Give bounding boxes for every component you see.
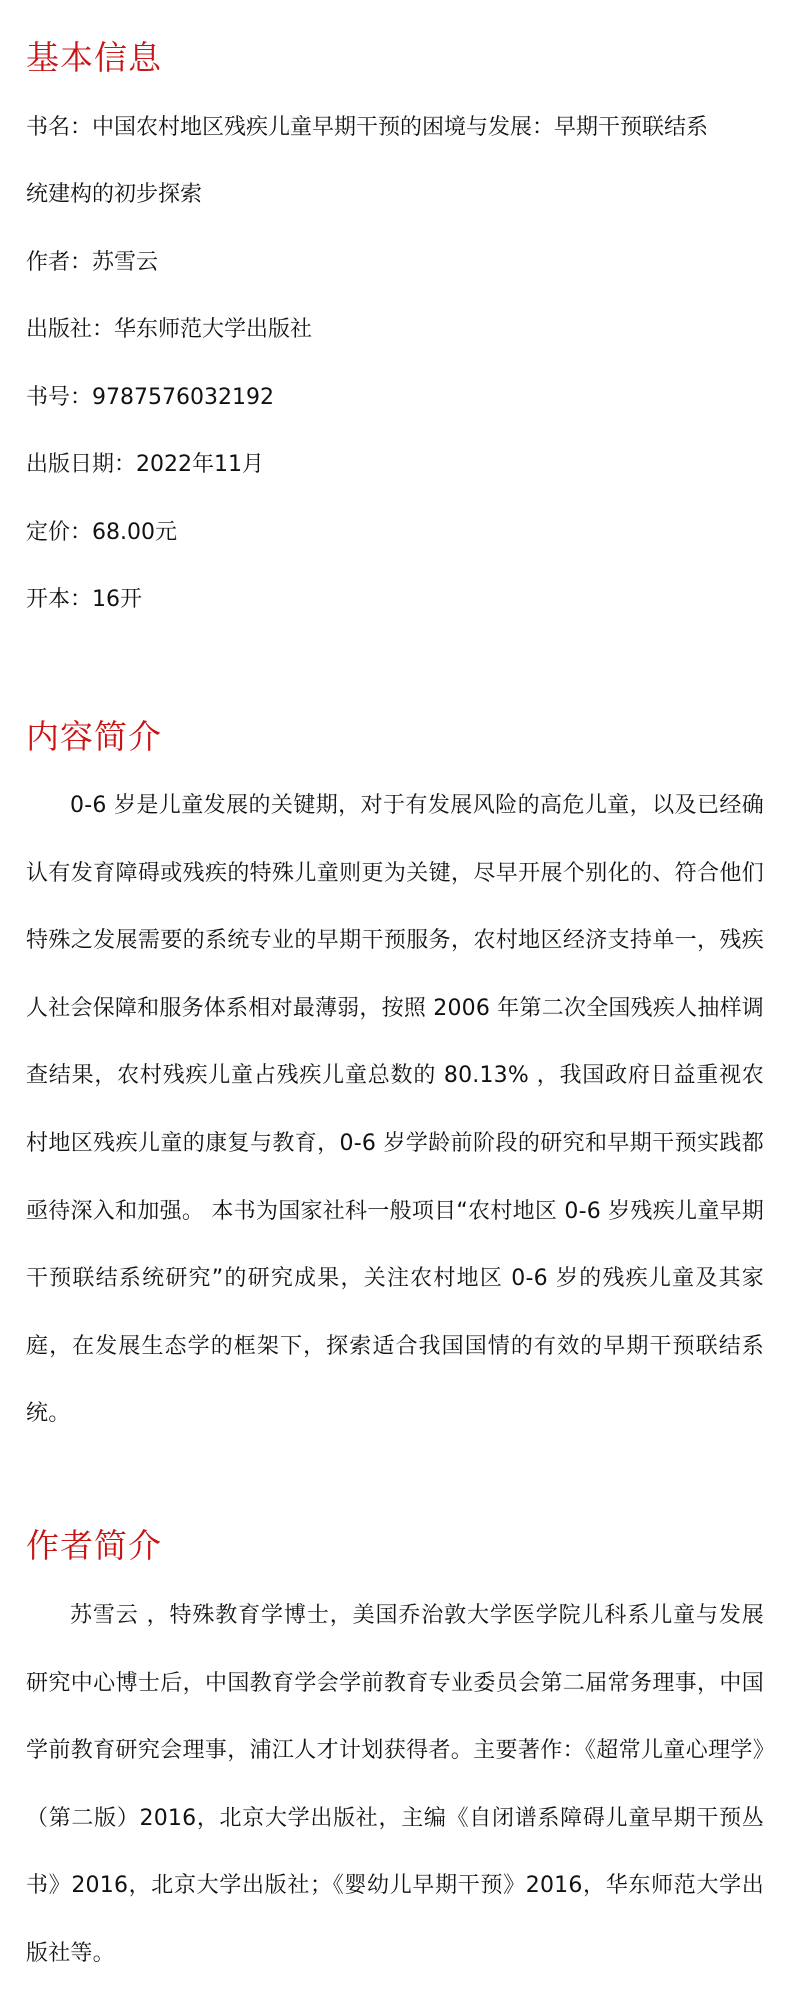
publisher-line: 出版社：华东师范大学出版社 [26,317,313,342]
author-intro-heading: 作者简介 [26,1526,162,1565]
price-line: 定价：68.00元 [26,520,177,545]
book-title-line-1: 书名：中国农村地区残疾儿童早期干预的困境与发展：早期干预联结系 [26,115,709,140]
book-title-line-2: 统建构的初步探索 [26,182,203,207]
pub-date-line: 出版日期：2022年11月 [26,452,264,477]
author-intro-paragraph: 苏雪云 ，特殊教育学博士，美国乔治敦大学医学院儿科系儿童与发展研究中心博士后，中国教育学会学前教育专业委员会第二届常务理事，中国学前教育研究会理事，浦江人才计划获得者。主要著作：《超常儿童心理学》（第二版）2016，北京大学出版社，主编《自闭谱系障碍儿童早期干预丛书》2016，北京大学出版社；《婴幼儿早期干预》2016，华东师范大学出版社等。 [26,1603,764,1966]
summary-heading: 内容简介 [26,717,162,756]
author-line: 作者：苏雪云 [26,250,159,275]
basic-info-heading: 基本信息 [26,38,162,77]
summary-paragraph: 0-6 岁是儿童发展的关键期，对于有发展风险的高危儿童，以及已经确认有发育障碍或残疾的特殊儿童则更为关键，尽早开展个别化的、符合他们特殊之发展需要的系统专业的早期干预服务，农村地区经济支持单一，残疾人社会保障和服务体系相对最薄弱，按照 2006 年第二次全国残疾人抽样调查结果，农村残疾儿童占残疾儿童总数的 80.13% ，我国政府日益重视农村地区残疾儿童的康复与教育，0-6 岁学龄前阶段的研究和早期干预实践都亟待深入和加强。 本书为国家社科一般项目“农村地区 0-6 岁残疾儿童早期干预联结系统研究”的研究成果，关注农村地区 0-6 岁的残疾儿童及其家庭，在发展生态学的框架下，探索适合我国国情的有效的早期干预联结系统。 [26,793,764,1427]
format-line: 开本：16开 [26,587,142,612]
isbn-line: 书号：9787576032192 [26,385,274,410]
